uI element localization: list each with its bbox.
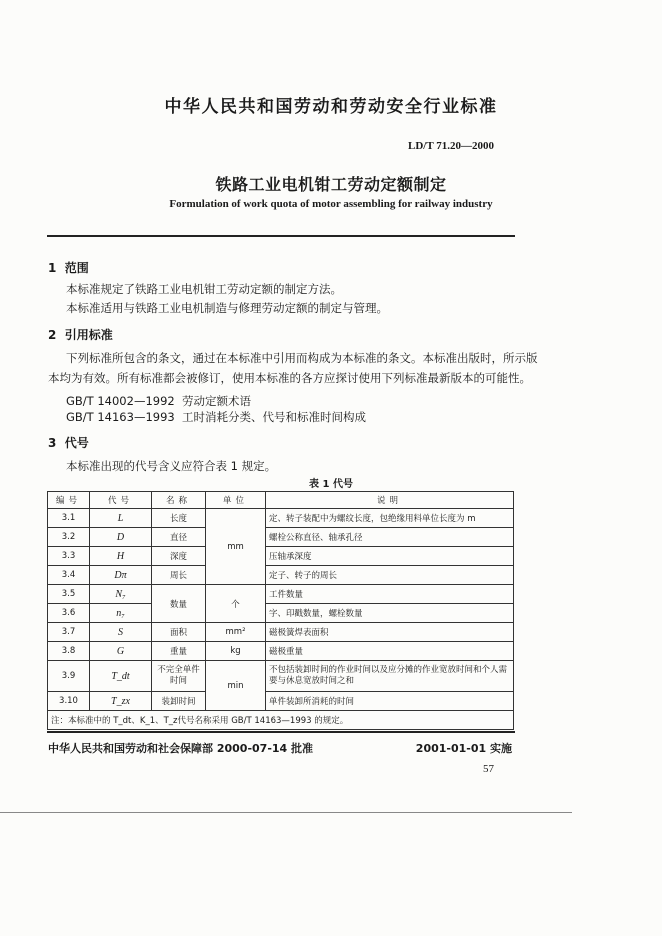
table-row bbox=[48, 585, 514, 604]
reference-code: GB/T 14163—1993 bbox=[66, 410, 175, 424]
header-cell: 代号 bbox=[90, 492, 152, 509]
document-title-en: Formulation of work quota of motor assembling for railway industry bbox=[169, 198, 493, 210]
row-description: 单件装卸所消耗的时间 bbox=[266, 692, 514, 711]
table-header-row bbox=[48, 492, 514, 509]
section-2-para-line-2: 本均为有效。所有标准都会被修订，使用本标准的各方应探讨使用下列标准最新版本的可能性。 bbox=[48, 371, 531, 385]
code-table bbox=[47, 491, 514, 730]
table-row bbox=[48, 692, 514, 711]
approval-note: 中华人民共和国劳动和社会保障部 2000-07-14 批准 bbox=[48, 742, 314, 755]
row-name: 周长 bbox=[152, 566, 206, 585]
row-symbol: S bbox=[90, 623, 152, 642]
section-1-para-2: 本标准适用与铁路工业电机制造与修理劳动定额的制定与管理。 bbox=[66, 301, 388, 315]
row-name: 重量 bbox=[152, 642, 206, 661]
row-symbol: L bbox=[90, 509, 152, 528]
row-symbol: H bbox=[90, 547, 152, 566]
unit-cell: mm bbox=[206, 509, 266, 585]
section-title: 代号 bbox=[64, 436, 89, 450]
unit-cell: 个 bbox=[206, 585, 266, 623]
row-description: 定、转子装配中为螺纹长度，包绝缘用料单位长度为 m bbox=[266, 509, 514, 528]
section-2-para-line-1: 下列标准所包含的条文，通过在本标准中引用而构成为本标准的条文。本标准出版时，所示版 bbox=[66, 351, 538, 365]
row-number: 3.8 bbox=[48, 642, 90, 661]
table-row bbox=[48, 528, 514, 547]
page-number: 57 bbox=[483, 763, 494, 775]
row-symbol: D bbox=[90, 528, 152, 547]
section-number: 1 bbox=[48, 261, 57, 275]
row-name: 面积 bbox=[152, 623, 206, 642]
reference-name: 工时消耗分类、代号和标准时间构成 bbox=[182, 410, 367, 424]
section-number: 2 bbox=[48, 328, 57, 342]
reference-1 bbox=[66, 393, 251, 409]
document-title: 铁路工业电机钳工劳动定额制定 bbox=[215, 175, 447, 194]
table-row bbox=[48, 642, 514, 661]
row-name: 长度 bbox=[152, 509, 206, 528]
row-description: 定子、转子的周长 bbox=[266, 566, 514, 585]
row-name: 装卸时间 bbox=[152, 692, 206, 711]
row-description: 螺栓公称直径、轴承孔径 bbox=[266, 528, 514, 547]
row-number: 3.3 bbox=[48, 547, 90, 566]
section-1-para-1: 本标准规定了铁路工业电机钳工劳动定额的制定方法。 bbox=[66, 282, 342, 296]
bottom-rule bbox=[0, 812, 572, 813]
section-3-heading bbox=[48, 434, 89, 451]
table-caption: 表 1 代号 bbox=[309, 479, 353, 490]
table-row bbox=[48, 661, 514, 692]
row-number: 3.10 bbox=[48, 692, 90, 711]
section-title: 引用标准 bbox=[64, 328, 113, 342]
row-description: 磁极簧焊表面积 bbox=[266, 623, 514, 642]
row-description: 磁极重量 bbox=[266, 642, 514, 661]
section-2-heading bbox=[48, 326, 113, 343]
unit-cell: mm² bbox=[206, 623, 266, 642]
row-name: 深度 bbox=[152, 547, 206, 566]
row-symbol: T_dt bbox=[90, 661, 152, 692]
effective-date: 2001-01-01 实施 bbox=[415, 742, 512, 755]
section-1-heading bbox=[48, 259, 89, 276]
reference-code: GB/T 14002—1992 bbox=[66, 394, 175, 408]
row-name: 数量 bbox=[152, 585, 206, 623]
title-rule bbox=[47, 235, 515, 237]
row-symbol: Dπ bbox=[90, 566, 152, 585]
row-description: 工件数量 bbox=[266, 585, 514, 604]
table-row bbox=[48, 547, 514, 566]
row-number: 3.9 bbox=[48, 661, 90, 692]
table-row bbox=[48, 566, 514, 585]
row-number: 3.5 bbox=[48, 585, 90, 604]
row-number: 3.6 bbox=[48, 604, 90, 623]
unit-cell: kg bbox=[206, 642, 266, 661]
table-row bbox=[48, 623, 514, 642]
row-symbol: n₇ bbox=[90, 604, 152, 623]
section-number: 3 bbox=[48, 436, 57, 450]
standard-code: LD/T 71.20—2000 bbox=[408, 140, 494, 152]
row-symbol: G bbox=[90, 642, 152, 661]
unit-cell: min bbox=[206, 661, 266, 711]
reference-name: 劳动定额术语 bbox=[182, 394, 252, 408]
row-name: 直径 bbox=[152, 528, 206, 547]
row-number: 3.2 bbox=[48, 528, 90, 547]
standard-header: 中华人民共和国劳动和劳动安全行业标准 bbox=[164, 97, 498, 117]
section-3-para: 本标准出现的代号含义应符合表 1 规定。 bbox=[66, 459, 277, 473]
reference-2 bbox=[66, 409, 366, 425]
table-note: 注：本标准中的 T_dt、K_1、T_z代号名称采用 GB/T 14163—1993 的规定。 bbox=[48, 711, 514, 730]
table-row bbox=[48, 604, 514, 623]
row-name: 不完全单件时间 bbox=[152, 661, 206, 692]
header-cell: 说明 bbox=[266, 492, 514, 509]
header-cell: 名称 bbox=[152, 492, 206, 509]
section-title: 范围 bbox=[64, 261, 89, 275]
header-cell: 单位 bbox=[206, 492, 266, 509]
row-symbol: T_zx bbox=[90, 692, 152, 711]
table-note-row bbox=[48, 711, 514, 730]
row-description: 压轴承深度 bbox=[266, 547, 514, 566]
row-symbol: N₇ bbox=[90, 585, 152, 604]
footer-rule bbox=[47, 731, 515, 733]
row-number: 3.7 bbox=[48, 623, 90, 642]
header-cell: 编号 bbox=[48, 492, 90, 509]
row-description: 字、印戳数量，螺栓数量 bbox=[266, 604, 514, 623]
table-row bbox=[48, 509, 514, 528]
row-number: 3.1 bbox=[48, 509, 90, 528]
row-number: 3.4 bbox=[48, 566, 90, 585]
row-description: 不包括装卸时间的作业时间以及应分摊的作业宽放时间和个人需要与休息宽放时间之和 bbox=[266, 661, 514, 692]
